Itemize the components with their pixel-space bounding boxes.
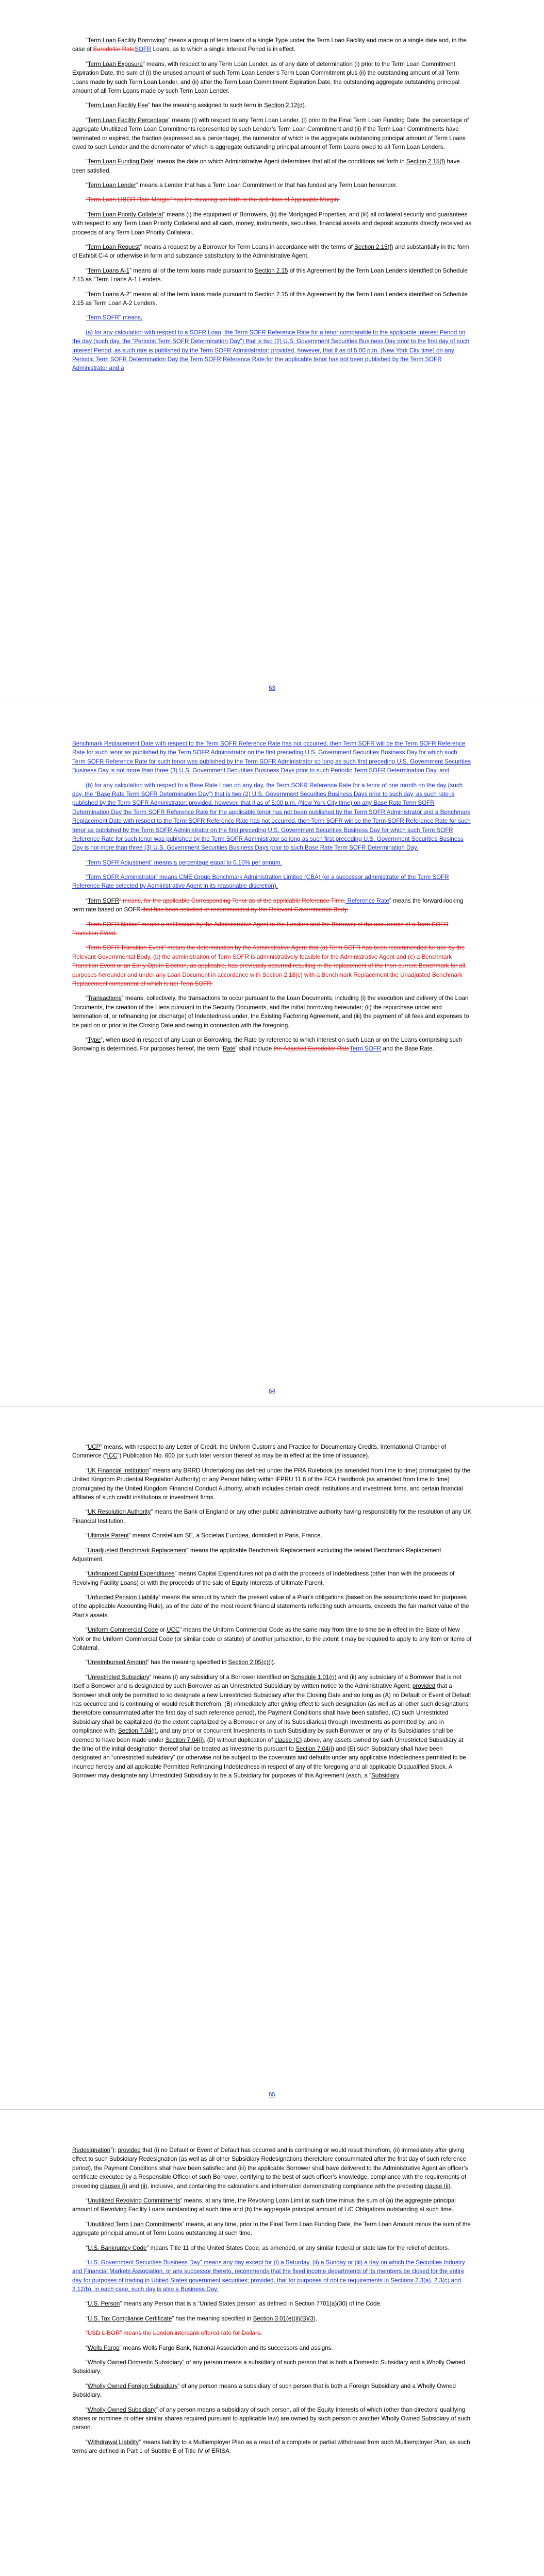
definition-paragraph xyxy=(72,243,472,261)
defined-term: Subsidiary xyxy=(371,1772,400,1780)
text-run: , (D) without duplication of xyxy=(204,1736,275,1743)
text-run: ” means the amount by which the present value of a Plan’s obligations (based on the assumptions used for purposes of the applicable Accounting Rule), as of the date of the most recent financial statements reflecting such amounts, exceeds the fair market value of the Plan’s assets. xyxy=(72,1594,469,1619)
text-run: that a Borrower shall only be permitted to so designate a new Unrestricted Subsidiary after the Closing Date and so long as (A) no Default or Event of Default has occurred and is continuing or would result therefrom, (B) immediately after giving effect to such designation (as well as all other such designations theretofore consummated after the first day of such reference period), the Payment Conditions shall have been satisfied, (C) such Unrestricted Subsidiary shall be capitalized (to the extent capitalized by a Borrower or any of its Subsidiaries) through Investments as permitted by, and in compliance with, xyxy=(72,1683,471,1735)
text-run: “ xyxy=(86,2344,88,2351)
defined-term: clause (ii) xyxy=(424,2182,451,2190)
defined-term: Term Loan Request xyxy=(87,244,140,251)
defined-term: U.S. Tax Compliance Certificate xyxy=(87,2315,172,2322)
text-run: of this Agreement by the Term Loan Lenders identified on Schedule 2.15 as “Term Loans A-1 Lenders. xyxy=(72,267,468,283)
definition-paragraph xyxy=(72,896,472,914)
defined-term: Term Loan Facility Borrowing xyxy=(87,37,165,44)
inserted-text: Term SOFR xyxy=(350,1045,382,1053)
inserted-text: “Term SOFR Adjustment” means a percentage equal to 0.10% per annum. xyxy=(86,859,282,866)
text-run: “ xyxy=(86,1626,88,1634)
definition-paragraph xyxy=(72,2329,472,2337)
page-content xyxy=(72,36,472,373)
text-run: “ xyxy=(86,1570,88,1578)
inserted-text: Reference Rate xyxy=(345,897,389,904)
text-run: “ xyxy=(86,37,88,44)
defined-term: Term Loan Priority Collateral xyxy=(87,211,163,218)
text-run: ” means a Lender that has a Term Loan Commitment or that has funded any Term Loan hereunder. xyxy=(136,182,398,189)
inserted-text: “Term SOFR” means, xyxy=(86,314,143,321)
definition-paragraph xyxy=(72,873,472,891)
text-run: Loans, as to which a single Interest Period is in effect. xyxy=(151,46,295,53)
defined-term: UK Resolution Authority xyxy=(87,1509,151,1516)
definition-paragraph xyxy=(72,328,472,373)
defined-term: Term Loan Lender xyxy=(87,182,136,189)
text-run: “ xyxy=(86,102,88,109)
text-run: ” has the meaning assigned to such term in xyxy=(148,102,265,109)
defined-term: Type xyxy=(87,1036,101,1043)
text-run: ” means, with respect to any Letter of Credit, the Uniform Customs and Practice for Documentary Credits, International Chamber of Commerce (“ xyxy=(72,1444,447,1460)
deleted-text: ” means, for the applicable Corresponding Tenor as of the applicable Reference Time, xyxy=(119,897,346,904)
defined-term: Unfunded Pension Liability xyxy=(87,1594,159,1601)
defined-term: Term SOFR xyxy=(87,897,120,904)
definition-paragraph xyxy=(72,858,472,867)
text-run: “ xyxy=(86,1532,88,1539)
definition-paragraph xyxy=(72,313,472,322)
defined-term: Unreimbursed Amount xyxy=(87,1659,147,1666)
definition-paragraph xyxy=(72,157,472,175)
text-run: “ xyxy=(86,1673,88,1681)
page xyxy=(0,0,544,703)
text-run: ” has the meaning specified in xyxy=(147,1659,228,1666)
definition-paragraph xyxy=(72,739,472,775)
defined-term: Section 7.04(i) xyxy=(118,1727,157,1735)
definition-paragraph xyxy=(72,2244,472,2252)
definition-paragraph xyxy=(72,2382,472,2400)
text-run: ” shall include xyxy=(235,1045,274,1053)
text-run: “ xyxy=(86,116,88,124)
text-run: “ xyxy=(86,1467,88,1474)
text-run: “ xyxy=(86,1036,88,1043)
definition-paragraph xyxy=(72,994,472,1030)
text-run: “ xyxy=(86,2221,88,2228)
text-run: “ xyxy=(86,244,88,251)
defined-term: clauses (i) xyxy=(100,2182,127,2190)
text-run: ” means a group of term loans of a single Type under the Term Loan Facility and made on a single date and, in the case of xyxy=(72,37,467,53)
definition-paragraph xyxy=(72,2196,472,2214)
text-run: of this Agreement by the Term Loan Lenders identified on Schedule 2.15 as Term Loan A-2 Lenders. xyxy=(72,291,468,307)
definition-paragraph xyxy=(72,101,472,110)
text-run: , inclusive, and containing the calculations and information demonstrating compliance with the preceding xyxy=(147,2182,425,2190)
defined-term: Section 7.04(i) xyxy=(165,1736,204,1743)
text-run: ” of any person means a subsidiary of such person, all of the Equity Interests of which (other than directors’ qualifying shares or nominee or other similar shares required pursuant to applicable law) are owned by such person or another Wholly Owned Subsidiary of such person. xyxy=(72,2406,471,2431)
definition-paragraph xyxy=(72,181,472,190)
text-run: “ xyxy=(86,2382,88,2389)
text-run: ”, when used in respect of any Loan or Borrowing, the Rate by reference to which interest on such Loan or on the Loans comprising such Borrowing is determined. For purposes hereof, the term “ xyxy=(72,1036,463,1053)
defined-term: UCP xyxy=(87,1444,101,1450)
defined-term: Unutilized Revolving Commitments xyxy=(87,2197,180,2204)
page-content xyxy=(72,2146,472,2456)
defined-term: Section 2.15 xyxy=(255,291,288,298)
text-run: and (ii) any subsidiary of a Borrower that is not itself a Borrower and is designated by such Borrower as an Unrestricted Subsidiary by written notice to the Administrative Agent; xyxy=(72,1673,461,1690)
definition-paragraph xyxy=(72,2344,472,2352)
text-run: ”) Publication No. 600 (or such later version thereof as may be in effect at the time of issuance). xyxy=(117,1452,370,1460)
text-run: “ xyxy=(86,182,88,189)
text-run: ” means liability to a Multiemployer Plan as a result of a complete or partial withdrawal from such Multiemployer Plan, as such terms are defined in Part 1 of Subtitle E of Title IV of ERISA. xyxy=(72,2438,470,2455)
definition-paragraph xyxy=(72,1673,472,1781)
text-run: “ xyxy=(86,2438,88,2446)
text-run: have been satisfied. xyxy=(72,158,460,174)
definition-paragraph xyxy=(72,781,472,853)
inserted-text: SOFR xyxy=(135,46,152,53)
text-run: ” means, with respect to any Term Loan Lender, as of any date of determination (i) prior to the Term Loan Commitment Expiration Date, the sum of (i) the unused amount of such Term Loan Lender’s Term Loan Commitment plus (ii) the outstanding amount of all Term Loans made by such Term Loan Lender, and (ii) after the Term Loan Commitment Expiration Date, the outstanding aggregate outstanding principal amount of all Term Loans made by such Term Loan Lender. xyxy=(72,60,460,94)
text-run: “ xyxy=(86,2300,88,2308)
definition-paragraph xyxy=(72,1036,472,1054)
defined-term: UK Financial Institution xyxy=(87,1467,149,1474)
definition-paragraph xyxy=(72,2220,472,2238)
text-run: above, any assets owned by such Unrestricted Subsidiary at the time of the initial designation thereof shall be treated as Investments pursuant to xyxy=(72,1736,464,1752)
text-run: “ xyxy=(86,2244,88,2251)
defined-term: Section 3.01(e)(ii)(B)(3) xyxy=(253,2315,316,2322)
text-run: ” means all of the term loans made pursuant to xyxy=(129,291,255,298)
defined-term: Wholly Owned Subsidiary xyxy=(87,2406,156,2413)
defined-term: provided xyxy=(118,2147,141,2154)
page-number: 63 xyxy=(269,685,275,691)
defined-term: Section 2.12(d) xyxy=(264,102,305,109)
text-run: . xyxy=(304,102,306,109)
text-run: “ xyxy=(86,897,88,904)
inserted-text: Benchmark Replacement Date with respect to the Term SOFR Reference Rate has not occurred, then Term SOFR will be the Term SOFR Reference Rate for such tenor as published by the Term SOFR Administrator on the first preceding U.S. Government Securities Business Day for which such Term SOFR Reference Rate for such tenor was published by the Term SOFR Administrator so long as such first preceding U.S. Government Securities Business Day is not more than three (3) U.S. Government Securities Business Days prior to such Periodic Term SOFR Determination Day, and xyxy=(72,740,471,774)
text-run: “ xyxy=(86,60,88,67)
page-number: 65 xyxy=(269,2091,275,2098)
page-content xyxy=(72,739,472,1054)
text-run: ” means (i) with respect to any Term Loan Lender, (i) prior to the Final Term Loan Funding Date, the percentage of aggregate Unutilized Term Loan Commitments represented by such Lender’s Term Loan Commitment and (ii) if the Term Loan Commitments have terminated or expired, the fraction (expressed as a percentage), the numerator of which is the aggregate outstanding principal amount of Term Loans owed to such Lender and the denominator of which is aggregate outstanding principal amount of Term Loans owed to all Term Loan Lenders. xyxy=(72,116,469,150)
defined-term: (ii) xyxy=(140,2182,147,2190)
defined-term: Withdrawal Liability xyxy=(87,2438,139,2446)
page xyxy=(0,1406,544,2110)
text-run: and xyxy=(127,2182,141,2190)
text-run: and (E) such Subsidiary shall have been designated an “unrestricted subsidiary” (or otherwise not be subject to the covenants and defaults under any applicable Indebtedness permitted to be incurred hereby and all applicable Permitted Refinancing Indebtedness in respect of any of the foregoing and all applicable Disqualified Stock. A Borrower may designate any Unrestricted Subsidiary to be a Subsidiary for purposes of this Agreement (each, a “ xyxy=(72,1745,466,1780)
text-run: ” means xyxy=(389,897,413,904)
text-run: the forward-looking term rate based on SOFR xyxy=(72,897,464,913)
definition-paragraph xyxy=(72,60,472,96)
definition-paragraph xyxy=(72,2146,472,2191)
text-run: ” means any BRRD Undertaking (as defined under the PRA Rulebook (as amended from time to time) promulgated by the United Kingdom Prudential Regulation Authority) or any Person falling within IFPRU 11.6 of the FCA Handbook (as amended from time to time) promulgated by the United Kingdom Financial Conduct Authority, which includes certain credit institutions and investment firms, and certain financial affiliates of such credit institutions or investment firms. xyxy=(72,1467,471,1501)
definition-paragraph xyxy=(72,195,472,204)
text-run: ” means Title 11 of the United States Code, as amended, or any similar federal or state law for the relief of debtors. xyxy=(146,2244,450,2251)
defined-term: Section 2.05(c)(i) xyxy=(228,1659,274,1666)
text-run: ” means (i) the equipment of Borrowers, (ii) the Mortgaged Properties, and (iii) all collateral security and guarantees with respect to any Term Loan Priority Collateral and all cash, money, instruments, securities, financial assets and deposit accounts directly received as proceeds of any Term Loan Priority Collateral. xyxy=(72,211,472,236)
text-run: “ xyxy=(86,291,88,298)
text-run: “ xyxy=(86,2315,88,2322)
defined-term: Unrestricted Subsidiary xyxy=(87,1673,150,1681)
text-run: or xyxy=(158,1626,167,1634)
defined-term: Section 2.15(f) xyxy=(406,158,446,165)
definition-paragraph xyxy=(72,36,472,54)
defined-term: UCC xyxy=(167,1626,180,1634)
defined-term: U.S. Bankruptcy Code xyxy=(87,2244,147,2251)
definition-paragraph xyxy=(72,943,472,988)
defined-term: Unutilized Term Loan Commitments xyxy=(87,2221,183,2228)
definition-paragraph xyxy=(72,920,472,938)
defined-term: clause (C) xyxy=(274,1736,302,1743)
text-run: . xyxy=(315,2315,317,2322)
text-run: “ xyxy=(86,2359,88,2366)
defined-term: Term Loan Funding Date xyxy=(87,158,154,165)
inserted-text: (a) for any calculation with respect to a SOFR Loan, the Term SOFR Reference Rate for a tenor comparable to the applicable Interest Period on the day (such day, the “Periodic Term SOFR Determination Day”) that is two (2) U.S. Government Securities Business Day prior to the first day of such Interest Period, as such rate is published by the Term SOFR Administrator; provided, however, that if as of 5:00 p.m. (New York City time) on any Periodic Term SOFR Determination Day the Term SOFR Reference Rate for the applicable tenor has not been published by the Term SOFR Administrator and a xyxy=(72,329,470,372)
defined-term: Wells Fargo xyxy=(87,2344,120,2351)
deleted-text: “Term SOFR Transition Event” means the determination by the Administrative Agent that (a) Term SOFR has been recommended for use by the Relevant Governmental Body, (b) the administration of Term SOFR is administratively feasible for the Administrative Agent and (c) a Benchmark Transition Event or an Early Opt-in Election, as applicable, has previously occurred resulting in the replacement of the then-current Benchmark for all purposes hereunder and under any Loan Document in accordance with Section 2.18(c) with a Benchmark Replacement the Unadjusted Benchmark Replacement component of which is not Term SOFR. xyxy=(72,944,465,987)
text-run: ” of any person means a subsidiary of such person that is both a Domestic Subsidiary and a Wholly Owned Subsidiary. xyxy=(72,2359,465,2375)
deleted-text: Eurodollar Rate xyxy=(93,46,135,53)
text-run: and the Base Rate. xyxy=(381,1045,434,1053)
defined-term: Term Loan Exposure xyxy=(87,60,143,67)
definition-paragraph xyxy=(72,1658,472,1667)
text-run: ”); xyxy=(110,2147,118,2154)
definition-paragraph xyxy=(72,1625,472,1652)
text-run: . xyxy=(450,2182,452,2190)
inserted-text: (b) for any calculation with respect to a Base Rate Loan on any day, the Term SOFR Reference Rate for a tenor of one month on the day (such day, the “Base Rate Term SOFR Determination Day”) that is two (2) U.S. Government Securities Business Days prior to such day, as such rate is published by the Term SOFR Administrator; provided, however, that if as of 5:00 p.m. (New York City time) on any Base Rate Term SOFR Determination Day the Term SOFR Reference Rate for the applicable tenor has not been published by the Term SOFR Administrator and a Benchmark Replacement Date with respect to the Term SOFR Reference Rate has not occurred, then Term SOFR will be the Term SOFR Reference Rate for such tenor as published by the Term SOFR Administrator on the first preceding U.S. Government Securities Business Day for which such Term SOFR Reference Rate for such tenor was published by the Term SOFR Administrator so long as such first preceding U.S. Government Securities Business Day is not more than three (3) U.S. Government Securities Business Days prior to such Base Rate Term SOFR Determination Day. xyxy=(72,782,471,852)
text-run: ” means the applicable Benchmark Replacement excluding the related Benchmark Replacement Adjustment. xyxy=(72,1547,441,1563)
page xyxy=(0,703,544,1406)
defined-term: provided xyxy=(412,1683,436,1690)
page xyxy=(0,2110,544,2576)
definition-paragraph xyxy=(72,1593,472,1620)
defined-term: Redesignation xyxy=(72,2147,111,2154)
text-run: ” means Wells Fargo Bank, National Association and its successors and assigns. xyxy=(119,2344,333,2351)
text-run: “ xyxy=(86,1444,88,1450)
deleted-text: “Term SOFR Notice” means a notification by the Administrative Agent to the Lenders and the Borrower of the occurrence of a Term SOFR Transition Event. xyxy=(72,921,449,937)
text-run: “ xyxy=(86,211,88,218)
defined-term: Term Loans A-2 xyxy=(87,291,130,298)
defined-term: Wholly Owned Domestic Subsidiary xyxy=(87,2359,183,2366)
defined-term: Unadjusted Benchmark Replacement xyxy=(87,1547,187,1554)
definition-paragraph xyxy=(72,2314,472,2323)
text-run: ” means Capital Expenditures not paid with the proceeds of Indebtedness (other than with the proceeds of Revolving Facility Loans) or with the proceeds of the sale of Equity Interests of Ultimate Parent. xyxy=(72,1570,455,1586)
definition-paragraph xyxy=(72,1569,472,1587)
text-run: ” means all of the term loans made pursuant to xyxy=(129,267,255,274)
page-content xyxy=(72,1443,472,1781)
text-run: ” has the meaning specified in xyxy=(172,2315,253,2322)
text-run: ” means the Bank of England or any other public administrative authority having responsibility for the resolution of any UK Financial Institution. xyxy=(72,1509,472,1524)
definition-paragraph xyxy=(72,266,472,284)
defined-term: Section 7.04(i) xyxy=(295,1745,334,1752)
text-run: “ xyxy=(86,995,88,1002)
defined-term: Section 2.15(f) xyxy=(354,244,393,251)
deleted-text: that has been selected or recommended by the Relevant Governmental Body. xyxy=(140,906,349,913)
definition-paragraph xyxy=(72,290,472,308)
defined-term: Wholly Owned Foreign Subsidiary xyxy=(87,2382,178,2389)
definition-paragraph xyxy=(72,1531,472,1540)
inserted-text: “U.S. Government Securities Business Day” means any day except for (i) a Saturday, (ii) a Sunday or (iii) a day on which the Securities Industry and Financial Markets Association, or any successor thereto, recommends that the fixed income departments of its members be closed for the entire day for purposes of trading in United States government securities; provided, that for purposes of notice requirements in Sections 2.3(a), 2.3(c) and 2.12(b), in each case, such day is also a Business Day. xyxy=(72,2259,465,2293)
text-run: ” means, at any time, prior to the Final Term Loan Funding Date, the Term Loan Amount minus the sum of the aggregate principal amount of Term Loans outstanding at such time. xyxy=(72,2221,471,2237)
text-run: “ xyxy=(86,1659,88,1666)
definition-paragraph xyxy=(72,2358,472,2376)
deleted-text: “USD LIBOR” means the London interbank offered rate for Dollars. xyxy=(86,2330,262,2337)
defined-term: ICC xyxy=(107,1452,118,1460)
defined-term: Unfinanced Capital Expenditures xyxy=(87,1570,175,1578)
definition-paragraph xyxy=(72,2438,472,2456)
definition-paragraph xyxy=(72,2405,472,2432)
definition-paragraph xyxy=(72,2258,472,2294)
definition-paragraph xyxy=(72,116,472,152)
text-run: “ xyxy=(86,267,88,274)
defined-term: Term Loan Facility Percentage xyxy=(87,116,169,124)
page-number: 64 xyxy=(269,1388,275,1395)
text-run: ” means Constellium SE, a Societas Europea, domiciled in Paris, France. xyxy=(128,1532,322,1539)
defined-term: Uniform Commercial Code xyxy=(87,1626,158,1634)
defined-term: Term Loan Facility Fee xyxy=(87,102,149,109)
text-run: ” means any Person that is a “United States person” as defined in Section 7701(a)(30) of the Code. xyxy=(120,2300,382,2308)
text-run: “ xyxy=(86,1594,88,1601)
definition-paragraph xyxy=(72,210,472,237)
defined-term: Rate xyxy=(222,1045,236,1053)
definition-paragraph xyxy=(72,1443,472,1461)
text-run: that (i) no Default or Event of Default has occurred and is continuing or would result therefrom, (ii) immediately after giving effect to such Subsidiary Redesignation (as well as all other Subsidiary Redesignations theretofore consummated after the first day of such reference period), the Payment Conditions shall have been satisfied and (iii) the applicable Borrower shall have delivered to the Administrative Agent an officer’s certificate executed by a Responsible Officer of such Borrower, certifying to the best of such officer’s knowledge, compliance with the requirements of preceding xyxy=(72,2147,468,2190)
text-run: ” means the date on which Administrative Agent determines that all of the conditions set forth in xyxy=(153,158,406,165)
text-run: ” means (i) any subsidiary of a Borrower identified on xyxy=(149,1673,291,1681)
text-run: “ xyxy=(86,158,88,165)
definition-paragraph xyxy=(72,1466,472,1502)
text-run: ” means, collectively, the transactions to occur pursuant to the Loan Documents, including (i) the execution and delivery of the Loan Documents, the creation of the Liens pursuant to the Security Documents, and the initial borrowing hereunder; (ii) the repurchase under and termination of, or refinancing (or discharge) of Indebtedness under, the Existing Factoring Agreement, and (iii) the payment of all fees and expenses to be paid on or prior to the Closing Date and owing in connection with the foregoing. xyxy=(72,995,469,1029)
text-run: ” means, at any time, the Revolving Loan Limit at such time minus the sum of (a) the aggregate principal amount of Revolving Facility Loans outstanding at such time and (b) the aggregate principal amount of L/C Obligations outstanding at such time. xyxy=(72,2197,456,2213)
defined-term: Ultimate Parent xyxy=(87,1532,129,1539)
text-run: ” of any person means a subsidiary of such person that is both a Foreign Subsidiary and a Wholly Owned Subsidiary. xyxy=(72,2382,456,2399)
defined-term: Transactions xyxy=(87,995,122,1002)
text-run: ” means the Uniform Commercial Code as the same may from time to time be in effect in the State of New York or the Uniform Commercial Code (or similar code or statute) of another jurisdiction, to the extent it may be required to apply to any item or items of Collateral. xyxy=(72,1626,472,1652)
deleted-text: the Adjusted Eurodollar Rate xyxy=(273,1045,350,1053)
text-run: , and any prior or concurrent Investments in such Subsidiary by such Borrower or any of its Subsidiaries shall be deemed to have been made under xyxy=(72,1727,453,1743)
text-run: “ xyxy=(86,2197,88,2204)
inserted-text: “Term SOFR Administrator” means CME Group Benchmark Administration Limited (CBA) (or a successor administrator of the Term SOFR Reference Rate selected by Administrative Agent in its reasonable discretion). xyxy=(72,874,449,890)
defined-term: Schedule 1.01(n) xyxy=(291,1673,337,1681)
defined-term: Section 2.15 xyxy=(255,267,288,274)
text-run: “ xyxy=(86,2406,88,2413)
text-run: and substantially in the form of Exhibit C-4 or otherwise in form and substance satisfactory to the Administrative Agent. xyxy=(72,244,470,260)
text-run: “ xyxy=(86,1547,88,1554)
text-run: . xyxy=(273,1659,276,1666)
definition-paragraph xyxy=(72,1507,472,1526)
defined-term: U.S. Person xyxy=(87,2300,120,2308)
defined-term: Term Loans A-1 xyxy=(87,267,130,274)
text-run: ” means a request by a Borrower for Term Loans in accordance with the terms of xyxy=(140,244,355,251)
definition-paragraph xyxy=(72,1546,472,1564)
text-run: “ xyxy=(86,1509,88,1516)
deleted-text: “Term Loan LIBOR Rate Margin” has the meaning set forth in the definition of Applicable Margin. xyxy=(86,196,340,204)
definition-paragraph xyxy=(72,2299,472,2308)
